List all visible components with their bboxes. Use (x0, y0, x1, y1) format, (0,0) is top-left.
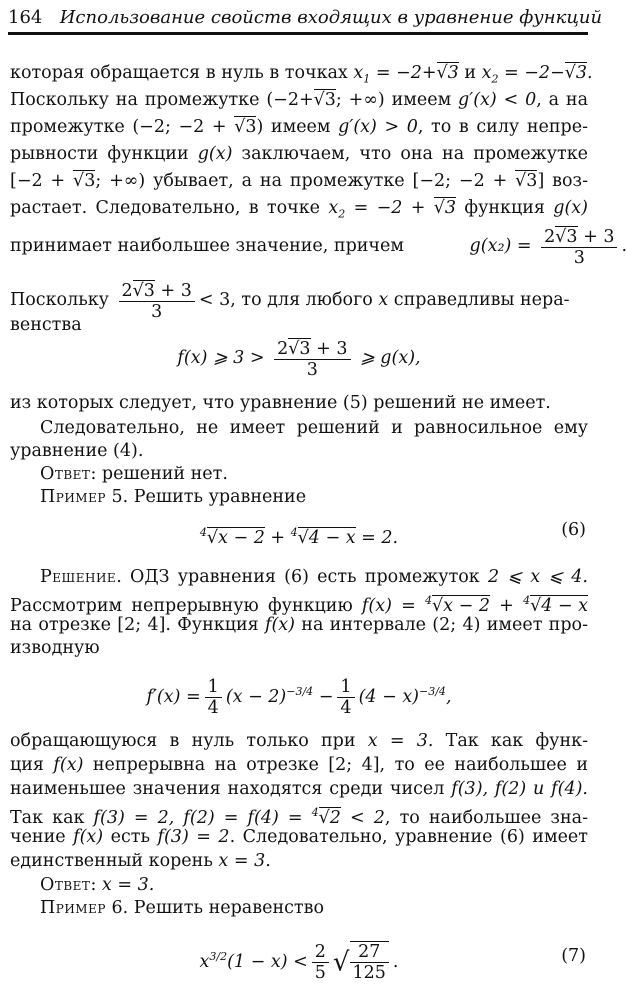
answer-line: Ответ: x = 3. (40, 875, 155, 895)
answer-line: Ответ: решений нет. (40, 464, 228, 484)
derivative-formula: f′(x) = $\frac{1}{4}$ $(x - 2)^{-3/4}$ − $\frac{1}{4}$ $(4 - x)^{-3/4}$, (146, 676, 452, 718)
text-line: изводную (10, 638, 100, 658)
running-header (8, 6, 603, 35)
math-interval: (−2+√3; +∞) (266, 90, 385, 110)
text-line: рывности функции g(x) заключаем, что она на промежутке (10, 144, 588, 164)
math-gx2: g(x₂) = (469, 236, 532, 256)
text-line: принимает наибольшее значение, причем g(x₂) = $\frac{2√3 + 3}{3}$ . (10, 226, 627, 268)
math-gx: g(x) (553, 198, 589, 218)
solution-line: Решение. ОДЗ уравнения (6) есть промежуток 2 ⩽ x ⩽ 4. (40, 567, 588, 587)
math-interval: (−2; −2 + √3) (132, 117, 264, 137)
text-line: наименьшее значения находятся среди чисел f(3), f(2) и f(4). (10, 779, 588, 799)
equation-number: (7) (561, 946, 586, 966)
text-line: ция f(x) непрерывна на отрезке [2; 4], то ее наибольшее и (10, 755, 588, 775)
fraction: $\frac{2√3 + 3}{3}$ (119, 280, 195, 322)
text-line: [−2 + √3; +∞) убывает, а на промежутке [−2; −2 + √3] воз- (10, 171, 588, 191)
equation-number: (6) (561, 520, 586, 540)
text-line: чение f(x) есть f(3) = 2. Следовательно, уравнение (6) имеет (10, 827, 588, 847)
example-heading: Пример 6. Решить неравенство (40, 898, 324, 918)
text-line: растает. Следовательно, в точке $x_2 = -2 + √3$ функция g(x) (10, 198, 589, 221)
math-interval: [−2; −2 + √3] (412, 171, 545, 191)
fraction: $\frac{2√3 + 3}{3}$ (274, 338, 350, 380)
math-interval: [−2 + √3; +∞) (10, 171, 146, 191)
math-point: $x_2 = -2 + √3$ (328, 198, 457, 221)
text-line: единственный корень x = 3. (10, 851, 271, 871)
fraction: $\frac{2√3 + 3}{3}$ (541, 226, 617, 268)
example-heading: Пример 5. Решить уравнение (40, 487, 307, 507)
display-inequality: f(x) ⩾ 3 > $\frac{2√3 + 3}{3}$ ⩾ g(x), (177, 338, 421, 380)
text-line: Поскольку $\frac{2√3 + 3}{3}$ < 3, то для любого x справедливы нера- (10, 280, 570, 322)
text-line: венства (10, 315, 82, 335)
text-line: обращающуюся в нуль только при x = 3. Так как функ- (10, 731, 588, 751)
text-line: из которых следует, что уравнение (5) решений не имеет. (10, 393, 551, 413)
equation-6: $^4$√x − 2 + $^4$√4 − x = 2. (199, 526, 399, 548)
page-number: 164 (8, 7, 43, 28)
math-g-positive: g′(x) > 0 (338, 117, 418, 137)
text-line: на отрезке [2; 4]. Функция f(x) на интервале (2; 4) имеет про- (10, 615, 588, 635)
text-line: которая обращается в нуль в точках $x_1 = -2+√3$ и $x_2 = -2-√3$. (10, 63, 593, 86)
math-x2: $x_2 = -2-√3$. (481, 63, 593, 86)
inequality-7: $x^{3/2}(1 - x)$ < $\frac{2}{5}$ √ $\frac{27}{125}$ . (199, 941, 399, 984)
text-line: Рассмотрим непрерывную функцию f(x) = $^4$√x − 2 + $^4$√4 − x (10, 594, 589, 616)
text-line: Так как f(3) = 2, f(2) = f(4) = $^4$√2 < 2, то наибольшее зна- (10, 806, 588, 828)
text-line: промежутке (−2; −2 + √3) имеем g′(x) > 0, то в силу непре- (10, 117, 588, 137)
math-x1: $x_1 = -2+√3$ (353, 63, 459, 86)
math-g-negative: g′(x) < 0 (458, 90, 537, 110)
text-line: Поскольку на промежутке (−2+√3; +∞) имеем g′(x) < 0, а на (10, 90, 588, 110)
running-title: Использование свойств входящих в уравнение функций (59, 7, 603, 28)
text-line: уравнение (4). (10, 441, 144, 461)
text-line: Следовательно, не имеет решений и равносильное ему (40, 418, 588, 438)
math-gx: g(x) (197, 144, 233, 164)
